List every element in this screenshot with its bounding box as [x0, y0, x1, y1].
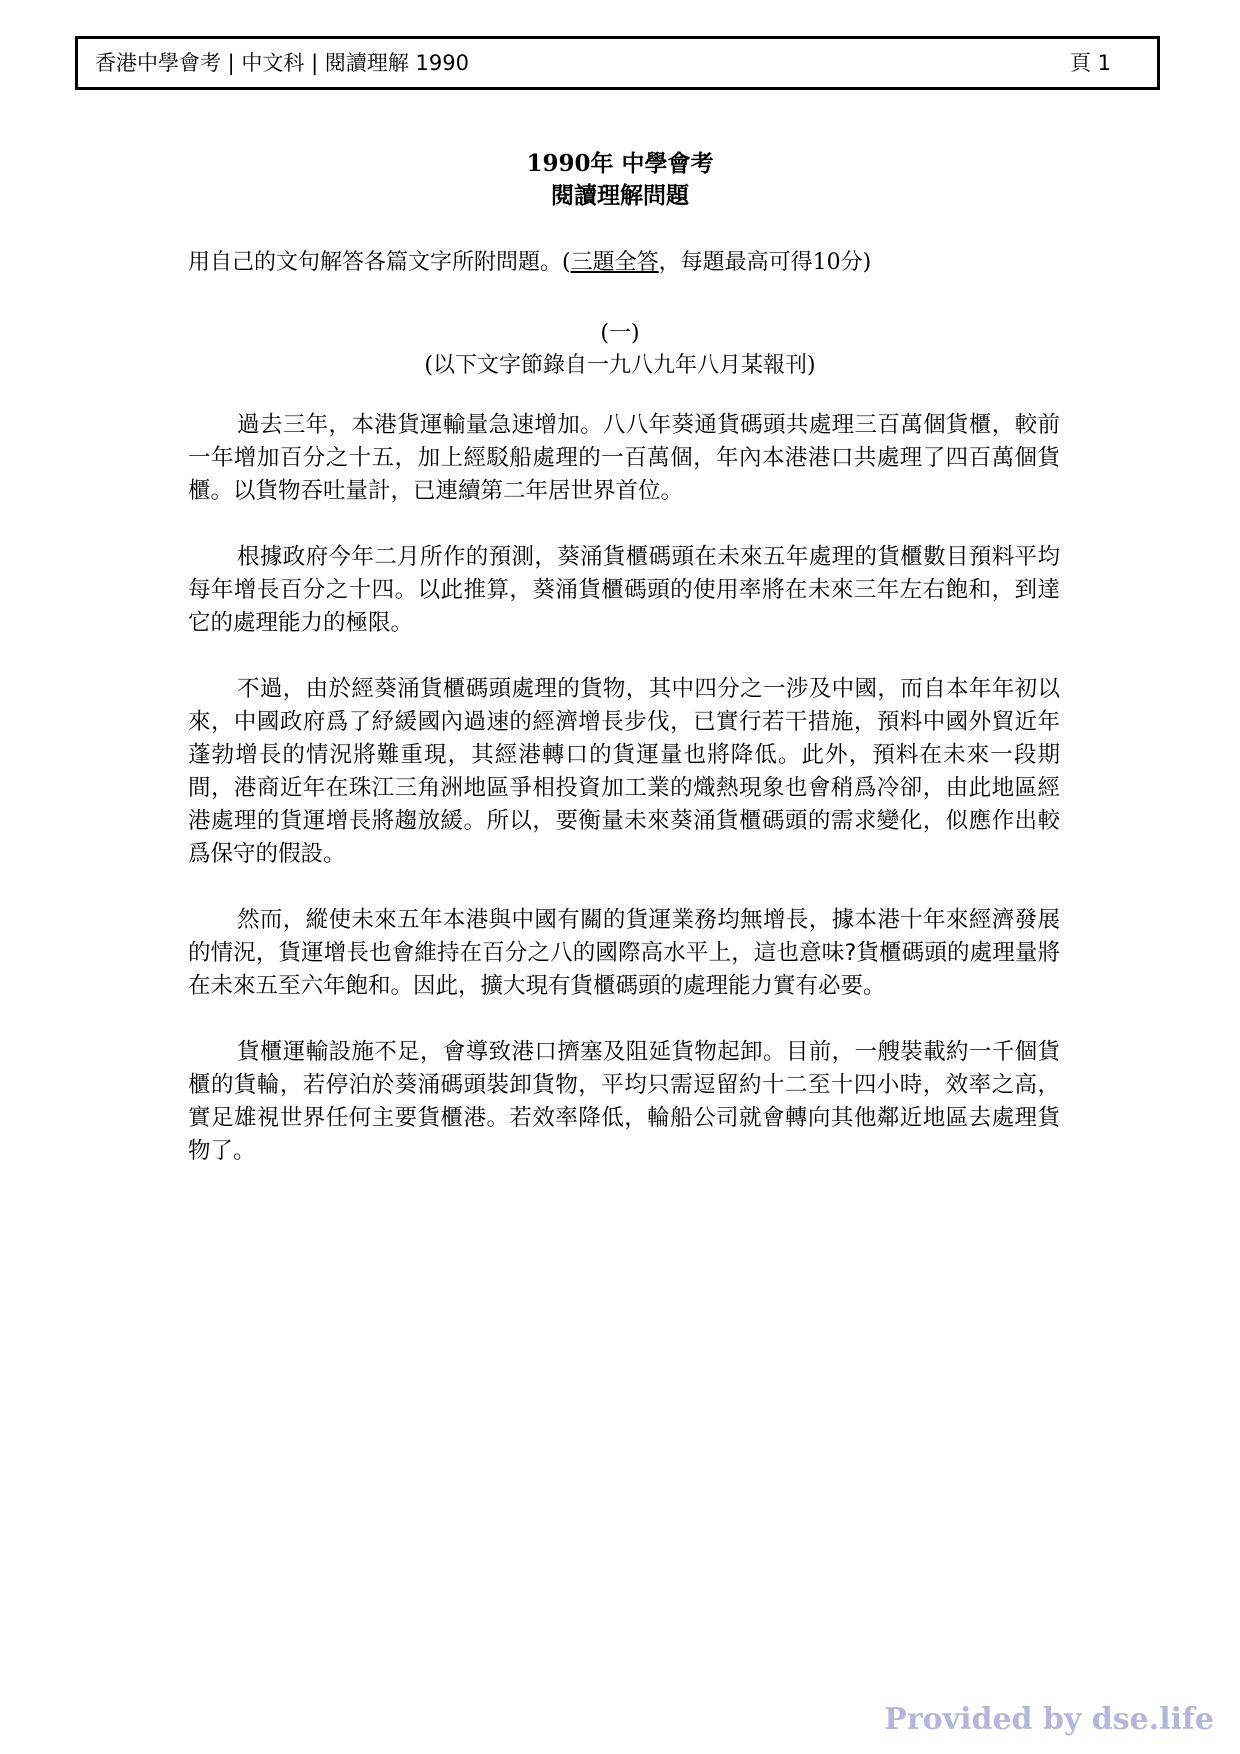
- page-number: 頁 1: [1069, 51, 1111, 75]
- section-source: (以下文字節錄自一九八九年八月某報刊): [424, 353, 816, 378]
- paragraph: 然而，縱使未來五年本港與中國有關的貨運業務均無增長，據本港十年來經濟發展的情況，貨運增長也會維持在百分之八的國際高水平上，這也意味?貨櫃碼頭的處理量將在未來五至六年飽和。因此，擴大現有貨櫃碼頭的處理能力實有必要。: [188, 907, 1060, 999]
- paragraph: 貨櫃運輸設施不足，會導致港口擠塞及阻延貨物起卸。目前，一艘裝載約一千個貨櫃的貨輪，若停泊於葵涌碼頭裝卸貨物，平均只需逗留約十二至十四小時，效率之高，實足雄視世界任何主要貨櫃港。若效率降低，輪船公司就會轉向其他鄰近地區去處理貨物了。: [188, 1039, 1060, 1164]
- instructions-underlined: 三題全答: [570, 250, 659, 275]
- instructions: [188, 248, 1088, 278]
- passage: [188, 409, 1060, 1201]
- document-title: [0, 148, 1240, 212]
- paragraph: 不過，由於經葵涌貨櫃碼頭處理的貨物，其中四分之一涉及中國，而自本年年初以來，中國政府爲了紓緩國內過速的經濟增長步伐，已實行若干措施，預料中國外貿近年蓬勃增長的情況將難重現，其經港轉口的貨運量也將降低。此外，預料在未來一段期間，港商近年在珠江三角洲地區爭相投資加工業的熾熱現象也會稍爲冷卻，由此地區經港處理的貨運增長將趨放緩。所以，要衡量未來葵涌貨櫃碼頭的需求變化，似應作出較爲保守的假設。: [188, 676, 1060, 867]
- paragraph: 過去三年，本港貨運輸量急速增加。八八年葵通貨碼頭共處理三百萬個貨櫃，較前一年增加百分之十五，加上經駁船處理的一百萬個，年內本港港口共處理了四百萬個貨櫃。以貨物吞吐量計，已連續第二年居世界首位。: [188, 412, 1060, 504]
- header-exam-label: 香港中學會考 | 中文科 | 閱讀理解 1990: [95, 51, 469, 75]
- title-year-line: 1990年 中學會考: [526, 150, 714, 177]
- section-number: (一): [600, 321, 640, 346]
- title-subject-line: 閱讀理解問題: [551, 182, 689, 209]
- instructions-text-after: ，每題最高可得10分): [658, 250, 872, 275]
- section-heading: [0, 318, 1240, 382]
- page-header: [75, 36, 1160, 90]
- instructions-text-before: 用自己的文句解答各篇文字所附問題。(: [188, 250, 571, 275]
- paragraph: 根據政府今年二月所作的預測，葵涌貨櫃碼頭在未來五年處理的貨櫃數目預料平均每年增長百分之十四。以此推算，葵涌貨櫃碼頭的使用率將在未來三年左右飽和，到達它的處理能力的極限。: [188, 544, 1060, 636]
- watermark: Provided by dse.life: [884, 1702, 1214, 1737]
